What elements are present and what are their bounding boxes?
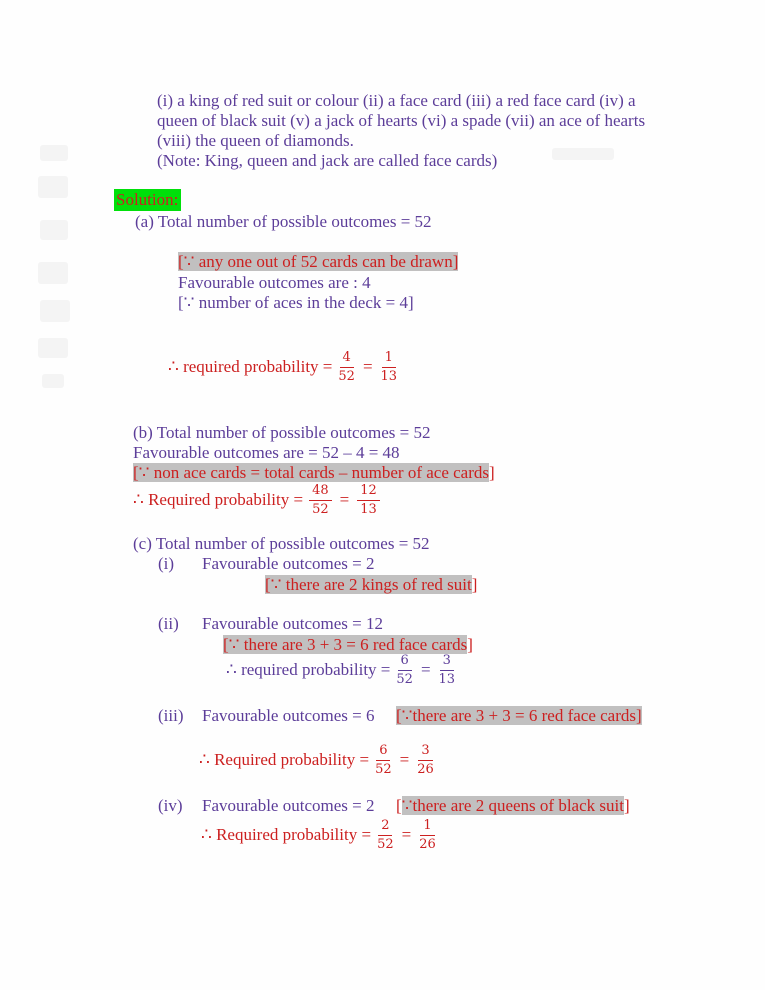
- part-c-iii-reason: [396, 706, 642, 726]
- fraction: [338, 350, 355, 384]
- fraction-numerator: 6: [376, 743, 390, 761]
- reason-bracket: ]: [489, 463, 495, 482]
- part-a-reason1: [178, 252, 458, 272]
- fraction-numerator: 1: [382, 350, 396, 368]
- reason-bracket: [: [396, 796, 402, 815]
- item-marker: (iii): [158, 706, 184, 725]
- part-c-i-line: [158, 554, 374, 574]
- question-line: (viii) the queen of diamonds.: [157, 131, 354, 150]
- reason-highlight: ∵there are 2 queens of black suit: [401, 796, 624, 815]
- item-text: Favourable outcomes = 2: [202, 554, 375, 573]
- scan-artifact: [38, 338, 68, 358]
- fraction: [377, 818, 394, 852]
- fraction-denominator: 52: [338, 368, 355, 384]
- formula-label: ∴ required probability =: [226, 660, 391, 680]
- part-c-iii-line: [158, 706, 374, 726]
- part-c-ii-reason: [223, 635, 473, 655]
- part-c-iv-reason: [396, 796, 630, 816]
- scan-artifact: [38, 176, 68, 198]
- reason-highlight: [∵there are 3 + 3 = 6 red face cards]: [396, 706, 642, 725]
- formula-label: ∴ Required probability =: [133, 490, 304, 510]
- fraction-denominator: 13: [380, 368, 398, 384]
- fraction-denominator: 13: [438, 671, 456, 687]
- fraction-numerator: 3: [440, 653, 454, 671]
- fraction: [381, 350, 398, 384]
- equals-sign: =: [420, 660, 431, 680]
- equals-sign: =: [362, 357, 373, 377]
- part-c-iv-probability-formula: [201, 818, 442, 852]
- formula-label: ∴ required probability =: [168, 357, 333, 377]
- part-b-line2: Favourable outcomes are = 52 – 4 = 48: [133, 443, 400, 462]
- scan-artifact: [42, 374, 64, 388]
- fraction-denominator: 52: [377, 836, 394, 852]
- fraction-numerator: 2: [378, 818, 392, 836]
- fraction-denominator: 52: [396, 671, 413, 687]
- fraction: [357, 483, 380, 517]
- part-c-line1: (c) Total number of possible outcomes = 52: [133, 534, 430, 553]
- fraction-numerator: 1: [420, 818, 434, 836]
- item-marker: (ii): [158, 614, 179, 633]
- fraction-denominator: 52: [375, 761, 392, 777]
- scan-artifact: [40, 220, 68, 240]
- part-b-line1: (b) Total number of possible outcomes = 52: [133, 423, 431, 442]
- part-a-probability-formula: [168, 350, 403, 384]
- part-c-iv-line: [158, 796, 374, 816]
- question-line: (i) a king of red suit or colour (ii) a face card (iii) a red face card (iv) a: [157, 91, 636, 110]
- part-a-line2: Favourable outcomes are : 4: [178, 273, 371, 292]
- fraction-denominator: 26: [417, 761, 434, 777]
- scan-artifact: [40, 300, 70, 322]
- part-b-reason: [133, 463, 495, 483]
- part-c-i-reason: [265, 575, 477, 595]
- part-c-ii-line: [158, 614, 383, 634]
- equals-sign: =: [399, 750, 410, 770]
- equals-sign: =: [401, 825, 412, 845]
- reason-highlight: [∵ non ace cards = total cards – number of ace cards: [133, 463, 489, 482]
- fraction: [419, 818, 436, 852]
- item-text: Favourable outcomes = 6: [202, 706, 375, 725]
- formula-label: ∴ Required probability =: [201, 825, 372, 845]
- fraction: [396, 653, 413, 687]
- equals-sign: =: [339, 490, 350, 510]
- part-a-line1: (a) Total number of possible outcomes = 52: [135, 212, 432, 231]
- part-c-iii-probability-formula: [199, 743, 440, 777]
- fraction: [309, 483, 332, 517]
- question-line: (Note: King, queen and jack are called face cards): [157, 151, 498, 170]
- fraction-numerator: 12: [357, 483, 380, 501]
- part-b-probability-formula: [133, 483, 386, 517]
- item-text: Favourable outcomes = 12: [202, 614, 383, 633]
- solution-heading: [114, 190, 181, 210]
- part-a-reason2: [∵ number of aces in the deck = 4]: [178, 293, 414, 312]
- question-paragraph: [157, 91, 645, 171]
- fraction: [417, 743, 434, 777]
- reason-highlight: [∵ there are 3 + 3 = 6 red face cards: [223, 635, 468, 654]
- item-text: Favourable outcomes = 2: [202, 796, 375, 815]
- reason-bracket: ]: [467, 635, 473, 654]
- fraction-numerator: 4: [340, 350, 354, 368]
- fraction-numerator: 48: [309, 483, 332, 501]
- part-c-ii-probability-formula: [226, 653, 461, 687]
- fraction-denominator: 52: [312, 501, 329, 517]
- formula-label: ∴ Required probability =: [199, 750, 370, 770]
- question-line: queen of black suit (v) a jack of hearts (vi) a spade (vii) an ace of hearts: [157, 111, 646, 130]
- fraction: [375, 743, 392, 777]
- reason-bracket: ]: [471, 575, 478, 594]
- fraction-numerator: 6: [398, 653, 412, 671]
- item-marker: (iv): [158, 796, 183, 815]
- fraction: [439, 653, 456, 687]
- fraction-denominator: 13: [360, 501, 377, 517]
- scan-artifact: [38, 262, 68, 284]
- reason-bracket: ]: [623, 796, 630, 815]
- fraction-numerator: 3: [418, 743, 432, 761]
- item-marker: (i): [158, 554, 175, 573]
- scan-artifact: [40, 145, 68, 161]
- reason-highlight: [∵ there are 2 kings of red suit: [265, 575, 472, 594]
- solution-heading-label: Solution:: [114, 189, 181, 211]
- fraction-denominator: 26: [419, 836, 436, 852]
- reason-highlight: [∵ any one out of 52 cards can be drawn]: [178, 252, 459, 271]
